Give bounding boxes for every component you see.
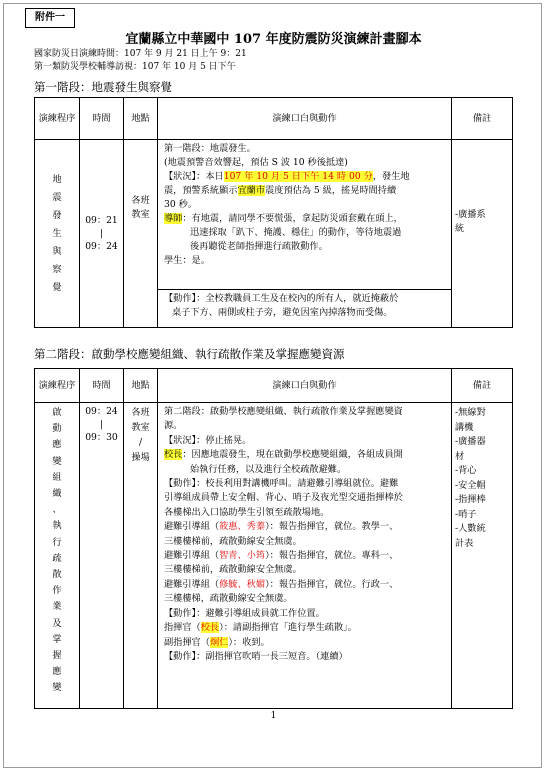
dialog-line: 始執行任務，以及進行全校疏散避難。 [190, 463, 347, 475]
seq-char: 察 [52, 263, 62, 275]
seq-char: 執 [52, 520, 62, 532]
stage2-table [34, 368, 513, 709]
note-line: 材 [455, 450, 465, 462]
seq-char: 散 [52, 569, 62, 581]
header-seq: 演練程序 [35, 369, 80, 403]
highlighted-datetime: 107 年 10 月 5 日下午 14 時 00 分 [223, 171, 373, 182]
dialog-line: 導師：有地震，請同學不要慌張，拿起防災頭套戴在頭上， [164, 213, 403, 224]
note-line: 統 [455, 223, 465, 234]
dialog-line: 第二階段：啟動學校應變組織、執行疏散作業及掌握應變資 [164, 406, 403, 417]
stage2-seq [35, 403, 80, 709]
seq-char: 作 [52, 585, 62, 597]
note-line: -人數統 [455, 523, 486, 534]
highlighted-role: 校長 [164, 449, 183, 461]
seq-char: 覺 [52, 281, 62, 293]
stage1-time [80, 140, 124, 328]
dialog-line: 第一階段：地震發生。 [164, 143, 256, 154]
red-names: 智青、小筠 [219, 550, 266, 562]
note-line: -廣播系 [455, 209, 486, 220]
note-line: -哨子 [455, 508, 477, 520]
seq-char: 疏 [52, 552, 62, 564]
place-line: 各班 [131, 407, 150, 418]
time-start: 09：21 [85, 215, 118, 226]
dialog-line: 震，預警系統顯示宜蘭市震度預估為 5 級，搖晃時間持續 [164, 185, 397, 196]
dialog-line: 後再聽從老師指揮進行疏散動作。 [190, 241, 328, 252]
page-number: 1 [270, 711, 277, 721]
seq-char: 與 [52, 245, 62, 257]
stage1-note [452, 140, 513, 328]
dialog-line: 30 秒。 [164, 199, 197, 210]
dialog-line: 【狀況】：停止搖晃。 [164, 434, 252, 446]
dialog-line: 避難引導組（智青、小筠）：報告指揮官，就位。專科一、 [164, 550, 399, 562]
place-line: 操場 [131, 452, 150, 463]
highlighted-role: 校長 [200, 622, 220, 634]
seq-char: 握 [52, 650, 62, 662]
drill-time-line: 國家防災日演練時間：107 年 9 月 21 日上午 9：21 [34, 49, 247, 59]
stage1-table [34, 97, 513, 328]
dialog-line: 避難引導組（修毓、秋媚）：報告指揮官，就位。行政一、 [164, 578, 399, 590]
time-start: 09：24 [85, 406, 118, 417]
stage1-heading: 第一階段：地震發生與察覺 [34, 80, 172, 94]
seq-char: 發 [52, 209, 62, 221]
dialog-line: 校長：因應地震發生，現在啟動學校應變組織，各組成員開 [164, 449, 403, 461]
highlighted-city: 宜蘭市 [237, 185, 266, 196]
highlighted-name: 炯仁 [209, 636, 229, 648]
note-line: 講機 [455, 421, 474, 433]
header-place: 地點 [124, 98, 158, 140]
place-line: 教室 [131, 208, 150, 220]
note-line: -指揮棒 [455, 494, 486, 505]
header-time: 時間 [80, 98, 124, 140]
header-dialog: 演練口白與動作 [158, 369, 452, 403]
seq-char: 動 [52, 423, 62, 435]
visit-time-line: 第一類防災學校輔導訪視：107 年 10 月 5 日下午 [34, 62, 236, 72]
seq-char: 應 [52, 439, 62, 451]
dialog-line: 【動作】：避難引導組成員就工作位置。 [164, 607, 325, 619]
seq-char: 組 [52, 471, 62, 483]
dialog-line: 各樓梯出入口協助學生引領至疏散場地。 [164, 506, 330, 518]
dialog-line: 三樓樓梯前，疏散動線安全無虞。 [164, 535, 302, 547]
stage1-place [124, 140, 158, 328]
dialog-line: 學生：是。 [164, 255, 210, 266]
header-seq: 演練程序 [35, 98, 80, 140]
dialog-line: 【動作】：校長利用對講機呼叫。請避難引導組就位。避難 [164, 478, 399, 490]
note-line: -安全帽 [455, 479, 486, 491]
dialog-line: 引導組成員帶上安全帽、背心、哨子及夜光型交通指揮棒於 [164, 492, 403, 504]
place-line: 各班 [131, 194, 150, 206]
dialog-line: 【狀況】：本日107 年 10 月 5 日下午 14 時 00 分，發生地 [164, 171, 410, 182]
dialog-line: 源。 [164, 420, 183, 432]
dialog-line: 三樓樓梯前，疏散動線安全無虞。 [164, 564, 302, 576]
seq-char: 業 [52, 601, 62, 613]
time-separator: | [99, 228, 104, 239]
header-note: 備註 [452, 369, 513, 403]
seq-char: 地 [52, 173, 62, 185]
note-line: 計表 [455, 537, 474, 549]
seq-char: 啟 [52, 407, 62, 418]
header-note: 備註 [452, 98, 513, 140]
action-line: 桌子下方、兩側或柱子旁，避免因室內掉落物而受傷。 [172, 307, 393, 318]
note-line: -背心 [455, 465, 477, 476]
header-time: 時間 [80, 369, 124, 403]
dialog-line: 副指揮官（炯仁）：收到。 [164, 636, 270, 648]
time-end: 09：24 [85, 241, 118, 252]
header-dialog: 演練口白與動作 [158, 98, 452, 140]
stage2-heading: 第二階段：啟動學校應變組織、執行疏散作業及掌握應變資源 [34, 347, 345, 361]
dialog-line: 【動作】：副指揮官吹哨一長三短音。（連續） [164, 650, 348, 662]
time-end: 09：30 [85, 432, 118, 443]
note-line: -廣播器 [455, 436, 486, 447]
dialog-line: 指揮官（校長）：請副指揮官「進行學生疏散」。 [164, 622, 357, 634]
stage1-action [158, 290, 452, 328]
dialog-line: (地震預警音效響起，預估 S 波 10 秒後抵達) [164, 157, 348, 168]
stage2-time [80, 403, 124, 709]
page-title: 宜蘭縣立中華國中 107 年度防震防災演練計畫腳本 [125, 32, 422, 47]
seq-char: 、 [52, 504, 62, 516]
time-separator: | [99, 419, 104, 430]
seq-char: 應 [52, 666, 62, 678]
place-line: / [138, 437, 143, 448]
red-names: 修毓、秋媚 [219, 578, 266, 590]
seq-char: 生 [52, 227, 62, 239]
seq-char: 行 [52, 536, 62, 548]
header-place: 地點 [124, 369, 158, 403]
highlighted-role: 導師 [164, 213, 183, 224]
seq-char: 及 [52, 617, 62, 629]
dialog-line: 三樓樓梯，疏散動線安全無虞。 [164, 593, 293, 605]
seq-char: 震 [52, 191, 62, 203]
seq-char: 變 [52, 682, 62, 694]
action-line: 【動作】：全校教職員工生及在校內的所有人，就近掩蔽於 [164, 293, 399, 304]
stage1-seq [35, 140, 80, 328]
attachment-label: 附件一 [25, 8, 75, 28]
seq-char: 織 [52, 488, 62, 500]
place-line: 教室 [131, 422, 150, 433]
seq-char: 變 [52, 455, 62, 467]
dialog-line: 迅速採取「趴下、掩護、穩住」的動作，等待地震過 [190, 227, 402, 238]
note-line: -無線對 [455, 407, 486, 418]
stage2-place [124, 403, 158, 709]
seq-char: 掌 [52, 633, 62, 645]
stage2-note [452, 403, 513, 709]
dialog-line: 避難引導組（筱惠、秀蓁）：報告指揮官，就位。教學一、 [164, 521, 399, 533]
red-names: 筱惠、秀蓁 [219, 521, 266, 533]
stage2-dialog [158, 403, 452, 709]
stage1-dialog [158, 140, 452, 290]
